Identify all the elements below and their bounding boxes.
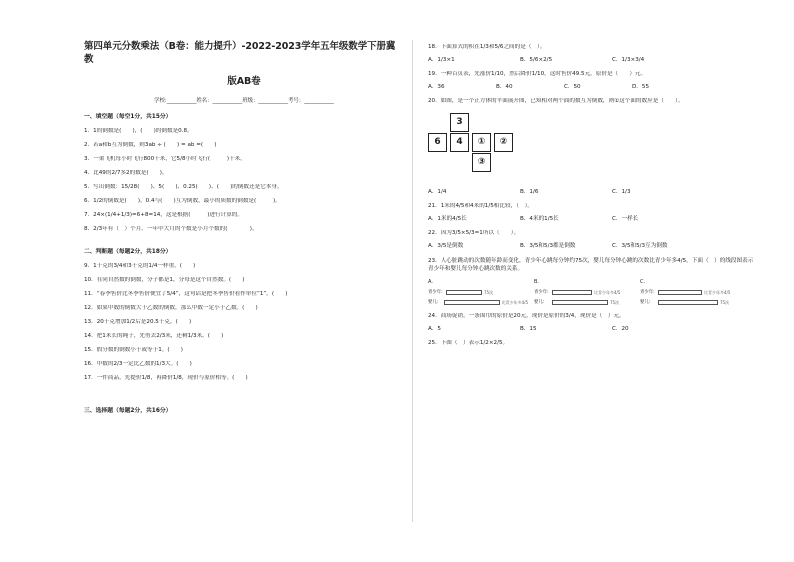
bar-value: 75次 [610,300,620,305]
option-c: C．1/3 [612,189,631,195]
bar-baby [552,300,608,305]
bar-young [552,290,592,295]
bar-row-baby [640,299,740,306]
worksheet-title [84,40,404,88]
net-cell: ② [494,133,513,152]
bar-young [658,290,702,295]
title-line-1: 第四单元分数乘法（B卷：能力提升）-2022-2023学年五年级数学下册冀教 [84,41,396,65]
question-20: 20．如图，是一个正方体的平面展开图，已知相对两个面的数互为倒数，则①这个面的数应是（ ）。 [428,98,684,104]
option-b: B．3/5和5/3都是倒数 [520,243,576,249]
question-2: 2．若a和b互为倒数，则3ab ÷ ( ) = ab =( ) [84,142,217,148]
bar-note: 比青少年多4/5 [501,300,528,305]
bar-value: 75次 [720,300,730,305]
option-a: A．1/4 [428,189,447,195]
option-a: A．1/3×1 [428,57,455,63]
option-d: D．55 [632,84,650,90]
option-c: C．3/5和5/3互为倒数 [612,243,668,249]
right-column [428,40,758,347]
option-b: B．15 [520,326,537,332]
bar-label: 青少年: [428,290,443,295]
column-divider [412,40,413,522]
bar-note: 比青少年多4/5 [594,290,621,295]
option-c: C．50 [564,84,581,90]
section-fill-blank: 一、填空题（每空1分，共15分） [84,114,172,120]
question-6: 6．1/2的倒数是( )，0.4与( )互为倒数，最小的质数的倒数是( )。 [84,198,281,204]
bar-young [446,290,482,295]
bar-label: 婴儿: [534,300,545,305]
option-b: B．4米的1/5长 [520,216,559,222]
bar-baby [444,300,500,305]
question-24-options [428,326,758,333]
bar-row-young [640,289,740,296]
bar-row-baby [534,299,634,306]
question-22-options [428,243,758,250]
choice-label: A. [428,279,433,285]
net-cell: 3 [450,113,469,132]
option-c: C．1/3×3/4 [612,57,645,63]
bar-label: 婴儿: [640,300,651,305]
question-25: 25．下图（ ）表示1/2×2/5。 [428,340,509,346]
choice-label: B. [534,279,540,285]
option-b: B．5/6×2/5 [520,57,553,63]
line-segment-diagrams [428,279,758,306]
option-a: A．5 [428,326,441,332]
diagram-choice-a [428,279,528,306]
question-18: 18．下面算式的积在1/3和5/6之间的是（ ）。 [428,44,546,50]
option-a: A．1米的4/5长 [428,216,467,222]
net-cell: ① [472,133,491,152]
net-cell: 4 [450,133,469,152]
question-16: 16．甲数的2/3一定比乙数的1/3大。( ) [84,361,192,367]
bar-row-young [428,289,528,296]
bar-label: 青少年: [640,290,655,295]
question-1: 1．1的倒数是( )，( )的倒数是0.8。 [84,128,193,134]
left-column [84,40,404,415]
option-c: C．一样长 [612,216,639,222]
question-4: 4．比49的2/7多2的数是( )。 [84,170,168,176]
question-15: 15．假分数的倒数小于或等于1。( ) [84,347,183,353]
student-info-line: 学校:___________姓名：___________班级：___________考号：___________ [154,98,334,104]
cube-net-figure [428,113,518,183]
option-a: A．36 [428,84,445,90]
net-cell: ③ [472,153,491,172]
bar-note: 比青少年多4/5 [704,290,731,295]
question-5: 5．写出倒数：15/28( )、5( )、0.25( )、( )的倒数还是它本身。 [84,184,283,190]
question-23: 23．人心脏跳动的次数随年龄而变化，青少年心跳每分钟约75次，婴儿每分钟心跳的次数比青少年多4/5。下面（ ）的线段图表示青少年和婴儿每分钟心跳次数的关系。 [428,258,754,272]
bar-label: 婴儿: [428,300,439,305]
question-10: 10．在同自然数的倒数，分子都是1，分母是这个自然数。( ) [84,277,245,283]
option-b: B．40 [496,84,513,90]
question-17: 17．一件商品，先提价1/8，再降价1/8，现价与原价相等。( ) [84,375,248,381]
question-11: 11．“春季售价比冬季售价便宜了5/4”，这句话是把冬季售价看作单位“1”。( ) [84,291,288,297]
question-22: 22．因为3/5×5/3=1所以（ ）。 [428,230,520,236]
choice-label: C. [640,279,646,285]
bar-row-young [534,289,634,296]
question-13: 13．20千克增加1/2后是20.5千克。( ) [84,319,192,325]
option-b: B．1/6 [520,189,539,195]
net-cell: 6 [428,133,447,152]
question-7: 7．24×(1/4+1/3)=6+8=14，这是根据( )进行计算的。 [84,212,243,218]
section-true-false: 二、判断题（每题2分，共18分） [84,249,172,255]
question-19-options [428,84,758,91]
diagram-choice-b [534,279,634,306]
question-9: 9．1千克的3/4和3千克的1/4一样重。( ) [84,263,196,269]
title-line-2: 版AB卷 [227,76,261,87]
question-14: 14．把1米长的绳子，先剪去2/3米，还剩1/3米。( ) [84,333,224,339]
option-c: C．20 [612,326,629,332]
section-multiple-choice: 三、选择题（每题2分，共16分） [84,408,172,414]
question-18-options [428,57,758,64]
question-20-options [428,189,758,196]
question-12: 12．如果甲数的倒数大于乙数的倒数，那么甲数一定小于乙数。( ) [84,305,258,311]
question-3: 3．一架飞机每小时飞行800千米，它5/8小时飞行( )千米。 [84,156,246,162]
question-24: 24．商场促销，一条围巾的原价是20元，现价是原价的3/4，现价是（ ）元。 [428,313,625,319]
option-a: A．3/5是倒数 [428,243,464,249]
bar-label: 青少年: [534,290,549,295]
question-19: 19．一种百页表，先涨价1/10，然后降价1/10，这时售价49.5元，原价是（ ）元。 [428,71,647,77]
bar-value: 75次 [484,290,494,295]
question-21-options [428,216,758,223]
question-21: 21．1米的4/5和4米的1/5相比较，（ ）。 [428,203,533,209]
bar-baby [658,300,718,305]
diagram-choice-c [640,279,740,306]
bar-row-baby [428,299,528,306]
question-8: 8．2/3年有（ ）个月。一年中大月的个数是小月个数的( )。 [84,226,258,232]
